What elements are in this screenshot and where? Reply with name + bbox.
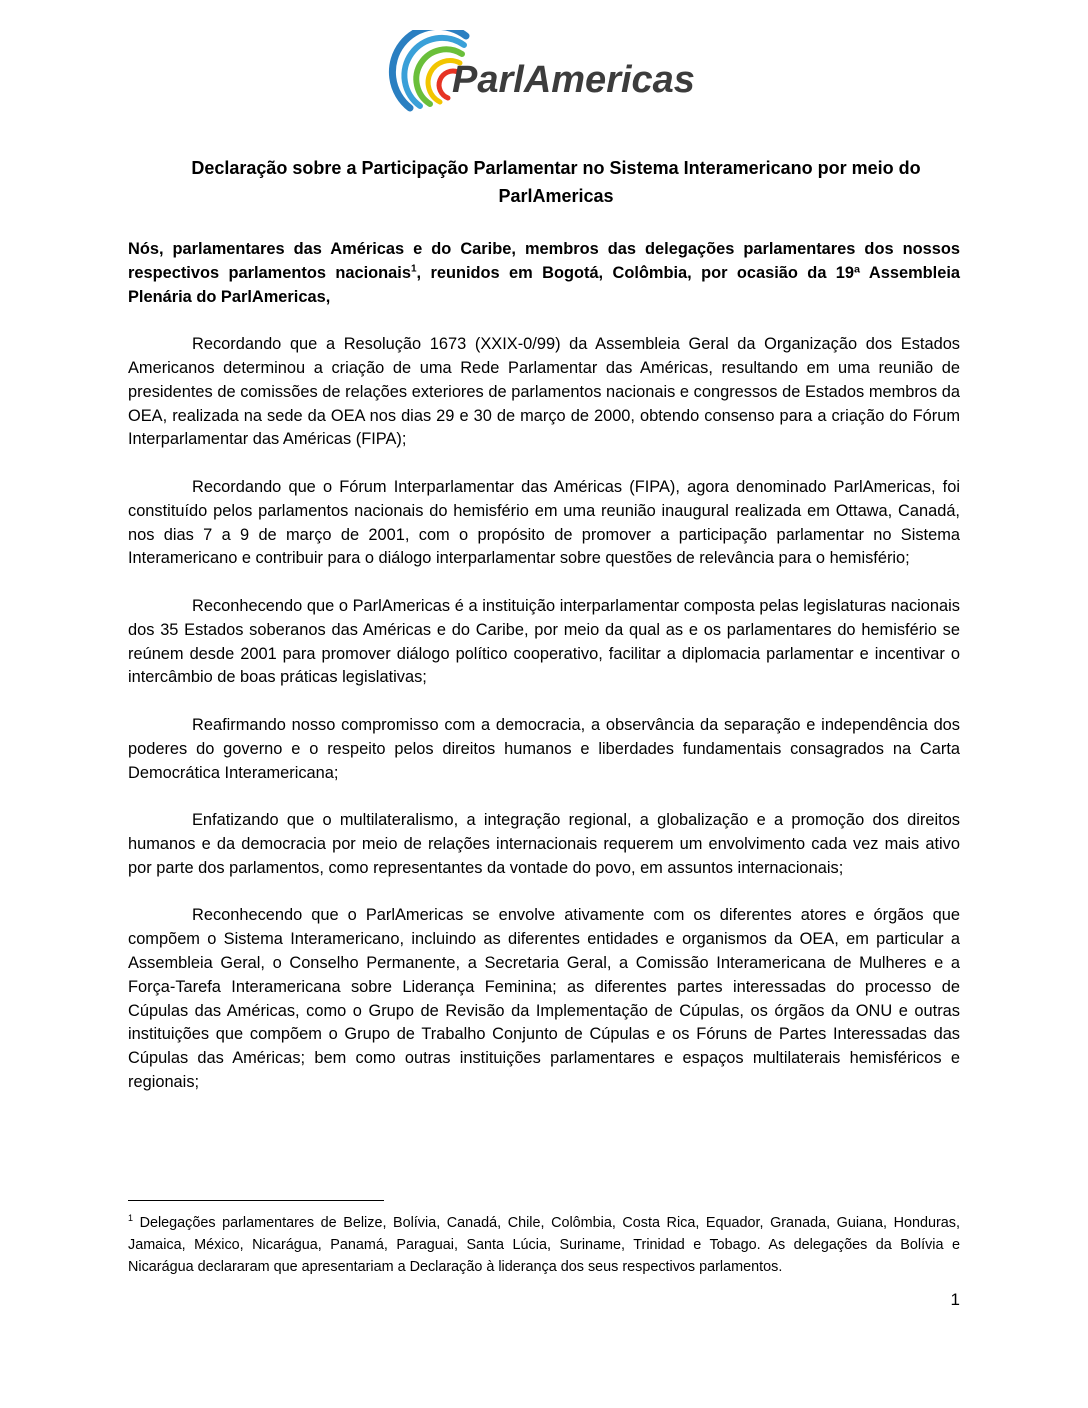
body-paragraph: Recordando que o Fórum Interparlamentar das Américas (FIPA), agora denominado ParlAmericas, foi constituído pelos parlamentos nacionais do hemisfério em uma reunião inaugural realizada em Ottawa, Canadá, nos dias 7 a 9 de março de 2001, com o propósito de promover a participação parlamentar no Sistema Interamericano e contribuir para o diálogo interparlamentar sobre questões de relevância para o hemisfério; — [128, 477, 960, 568]
page-number: 1 — [950, 1290, 960, 1309]
footnote-text: Delegações parlamentares de Belize, Bolívia, Canadá, Chile, Colômbia, Costa Rica, Equador, Granada, Guiana, Honduras, Jamaica, México, Nicarágua, Panamá, Paraguai, Santa Lúcia, Suriname, Trinidad e Tobago. As delegações da Bolívia e Nicarágua declararam que apresentariam a Declaração à liderança dos seus respectivos parlamentos. — [128, 1215, 960, 1275]
preamble-text-start: Nós, parlamentares das Américas e do Caribe, membros das delegações parlamentares dos nossos respectivos parlamentos nacionais — [128, 240, 960, 282]
parlamericas-logo — [388, 30, 708, 120]
preamble-paragraph — [128, 238, 960, 309]
body-paragraph: Enfatizando que o multilateralismo, a integração regional, a globalização e a promoção dos direitos humanos e da democracia por meio de relações internacionais requerem um envolvimento cada vez mais ativo por parte dos parlamentos, como representantes da vontade do povo, em assuntos internacionais; — [128, 811, 960, 877]
document-title: Declaração sobre a Participação Parlamentar no Sistema Interamericano por meio do ParlAmericas — [191, 158, 921, 206]
parlamericas-logo-graphic — [388, 30, 708, 120]
body-paragraph: Reconhecendo que o ParlAmericas se envolve ativamente com os diferentes atores e órgãos que compõem o Sistema Interamericano, incluindo as diferentes entidades e organismos da OEA, em particular a Assembleia Geral, o Conselho Permanente, a Secretaria Geral, a Comissão Interamericana de Mulheres e a Força-Tarefa Interamericana sobre Liderança Feminina; as diferentes partes interessadas do processo de Cúpulas das Américas, como o Grupo de Revisão da Implementação de Cúpulas, os órgãos da ONU e outras instituições que compõem o Grupo de Trabalho Conjunto de Cúpulas e os Fóruns de Partes Interessadas das Cúpulas das Américas; bem como outras instituições parlamentares e espaços multilaterais hemisféricos e regionais; — [128, 906, 960, 1091]
body-paragraph: Recordando que a Resolução 1673 (XXIX-0/99) da Assembleia Geral da Organização dos Estados Americanos determinou a criação de uma Rede Parlamentar das Américas, resultando em uma reunião de presidentes de comissões de relações exteriores de parlamentos nacionais e congressos de Estados membros da OEA, realizada na sede da OEA nos dias 29 e 30 de março de 2000, obtendo consenso para a criação do Fórum Interparlamentar das Américas (FIPA); — [128, 335, 960, 449]
logo-wordmark: ParlAmericas — [452, 59, 695, 101]
footnote — [128, 1212, 960, 1278]
body-paragraph: Reafirmando nosso compromisso com a democracia, a observância da separação e independência dos poderes do governo e o respeito pelos direitos humanos e liberdades fundamentais consagrados na Carta Democrática Interamericana; — [128, 715, 960, 782]
preamble-text-end: , reunidos em Bogotá, Colômbia, por ocasião da 19ª Assembleia Plenária do ParlAmericas, — [128, 263, 960, 306]
document-body — [128, 238, 960, 1118]
footnote-reference[interactable]: 1 — [410, 263, 417, 275]
footnote-separator — [128, 1200, 384, 1201]
footnote-marker: 1 — [128, 1213, 134, 1224]
body-paragraph: Reconhecendo que o ParlAmericas é a instituição interparlamentar composta pelas legislaturas nacionais dos 35 Estados soberanos das Américas e do Caribe, por meio da qual as e os parlamentares do hemisfério se reúnem desde 2001 para promover diálogo político cooperativo, facilitar a diplomacia parlamentar e incentivar o intercâmbio de boas práticas legislativas; — [128, 596, 960, 687]
